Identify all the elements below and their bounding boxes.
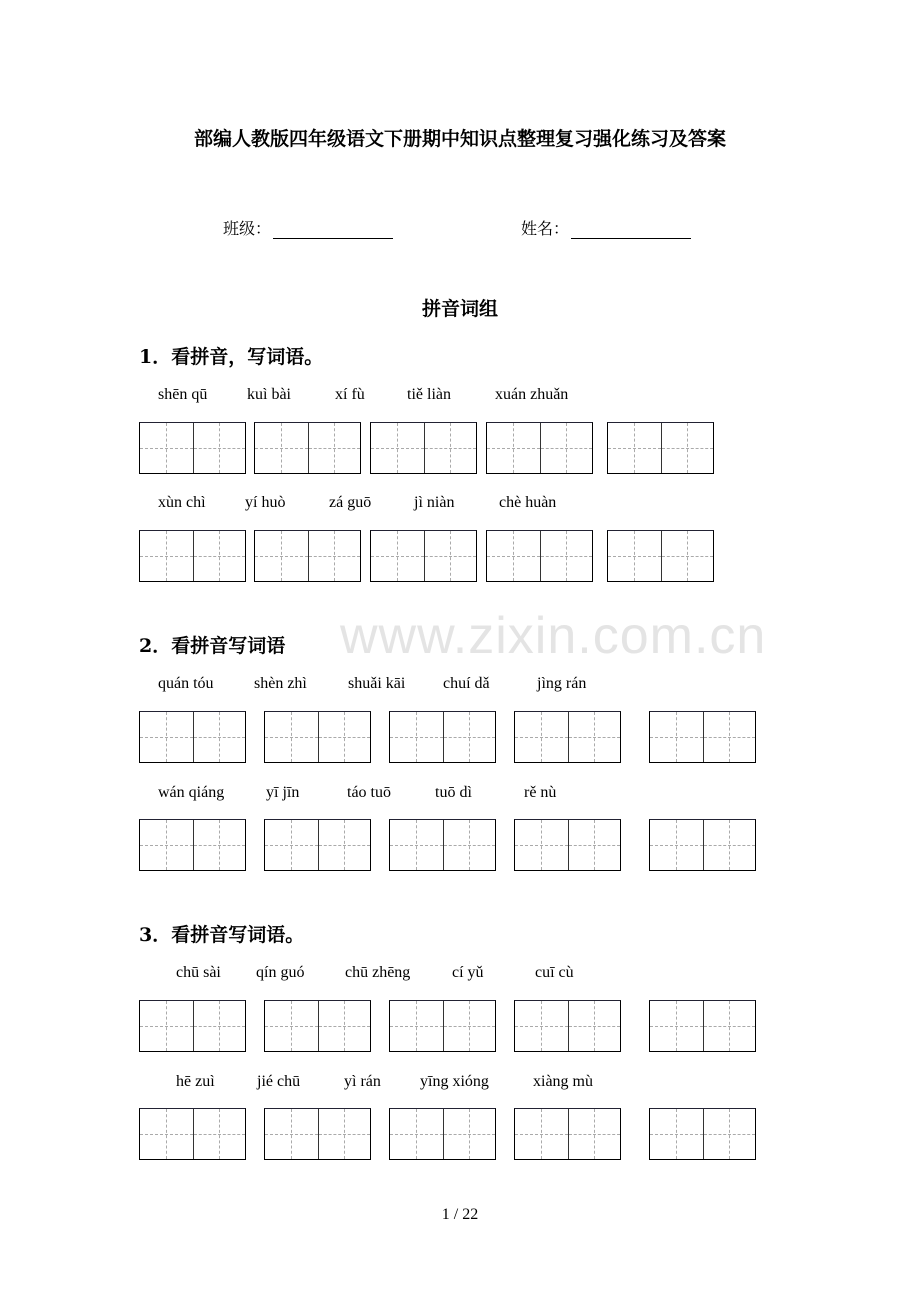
tianzige-cell <box>371 423 424 473</box>
tianzige-cell <box>487 531 540 581</box>
tianzige-cell <box>608 531 661 581</box>
guide-line <box>319 1026 371 1027</box>
pinyin-label: shēn qū <box>158 386 208 403</box>
guide-line <box>541 448 593 449</box>
guide-line <box>390 737 443 738</box>
class-blank <box>273 222 393 239</box>
tianzige-cell <box>193 531 246 581</box>
tianzige-cell <box>140 820 193 870</box>
guide-line <box>309 448 361 449</box>
character-writing-box[interactable] <box>264 819 371 871</box>
guide-line <box>608 448 661 449</box>
guide-line <box>371 448 424 449</box>
guide-line <box>140 845 193 846</box>
pinyin-label: xí fù <box>335 386 365 403</box>
class-field <box>223 216 393 239</box>
pinyin-label: cuī cù <box>535 964 574 981</box>
tianzige-cell <box>140 1109 193 1159</box>
pinyin-label: yī jīn <box>266 784 300 801</box>
tianzige-cell <box>308 423 361 473</box>
character-writing-box[interactable] <box>514 711 621 763</box>
character-writing-box[interactable] <box>254 422 361 474</box>
character-writing-box[interactable] <box>514 1108 621 1160</box>
character-writing-box[interactable] <box>389 1108 496 1160</box>
character-writing-box[interactable] <box>607 530 714 582</box>
guide-line <box>265 845 318 846</box>
tianzige-cell <box>703 1001 756 1051</box>
tianzige-cell <box>443 820 496 870</box>
tianzige-cell <box>650 712 703 762</box>
guide-line <box>140 448 193 449</box>
watermark: www.zixin.com.cn <box>340 607 767 665</box>
tianzige-cell <box>318 1109 371 1159</box>
pinyin-label: chū zhēng <box>345 964 411 981</box>
tianzige-cell <box>193 820 246 870</box>
tianzige-cell <box>318 1001 371 1051</box>
guide-line <box>265 1026 318 1027</box>
document-title: 部编人教版四年级语文下册期中知识点整理复习强化练习及答案 <box>193 128 726 150</box>
character-writing-box[interactable] <box>649 1108 756 1160</box>
guide-line <box>487 448 540 449</box>
character-writing-box[interactable] <box>514 819 621 871</box>
tianzige-cell <box>515 820 568 870</box>
name-field <box>521 216 691 239</box>
pinyin-label: tuō dì <box>435 784 472 801</box>
guide-line <box>425 556 477 557</box>
character-writing-box[interactable] <box>254 530 361 582</box>
pinyin-label: táo tuō <box>347 784 391 801</box>
tianzige-cell <box>193 423 246 473</box>
pinyin-label: yīng xióng <box>420 1073 489 1090</box>
guide-line <box>515 1134 568 1135</box>
guide-line <box>371 556 424 557</box>
guide-line <box>650 737 703 738</box>
guide-line <box>140 1134 193 1135</box>
guide-line <box>319 1134 371 1135</box>
pinyin-label: jié chū <box>257 1073 301 1090</box>
pinyin-label: quán tóu <box>158 675 214 692</box>
tianzige-cell <box>661 423 714 473</box>
character-writing-box[interactable] <box>264 1108 371 1160</box>
pinyin-label: hē zuì <box>176 1073 215 1090</box>
class-label: 班级： <box>223 219 272 238</box>
character-writing-box[interactable] <box>264 711 371 763</box>
tianzige-cell <box>703 1109 756 1159</box>
tianzige-cell <box>193 1109 246 1159</box>
tianzige-cell <box>390 820 443 870</box>
guide-line <box>569 1026 621 1027</box>
guide-line <box>140 737 193 738</box>
tianzige-cell <box>568 1001 621 1051</box>
tianzige-cell <box>193 712 246 762</box>
pinyin-label: xuán zhuǎn <box>495 386 569 403</box>
tianzige-cell <box>140 423 193 473</box>
tianzige-cell <box>140 1001 193 1051</box>
question-1-heading: 1．看拼音，写词语。 <box>139 346 324 368</box>
tianzige-cell <box>390 712 443 762</box>
tianzige-cell <box>424 423 477 473</box>
tianzige-cell <box>515 1001 568 1051</box>
character-writing-box[interactable] <box>139 530 246 582</box>
guide-line <box>569 845 621 846</box>
character-writing-box[interactable] <box>139 1000 246 1052</box>
guide-line <box>194 1134 246 1135</box>
pinyin-label: yí huò <box>245 494 286 511</box>
guide-line <box>255 556 308 557</box>
tianzige-cell <box>703 712 756 762</box>
tianzige-cell <box>390 1109 443 1159</box>
pinyin-label: chuí dǎ <box>443 675 490 692</box>
tianzige-cell <box>540 531 593 581</box>
tianzige-cell <box>318 712 371 762</box>
guide-line <box>390 1134 443 1135</box>
guide-line <box>444 1026 496 1027</box>
tianzige-cell <box>308 531 361 581</box>
guide-line <box>704 845 756 846</box>
page-number: 1 / 22 <box>441 1206 479 1223</box>
pinyin-label: wán qiáng <box>158 784 225 801</box>
tianzige-cell <box>661 531 714 581</box>
character-writing-box[interactable] <box>370 422 477 474</box>
guide-line <box>319 845 371 846</box>
tianzige-cell <box>568 1109 621 1159</box>
pinyin-label: zá guō <box>329 494 372 511</box>
tianzige-cell <box>424 531 477 581</box>
tianzige-cell <box>650 820 703 870</box>
guide-line <box>487 556 540 557</box>
pinyin-label: qín guó <box>256 964 305 981</box>
tianzige-cell <box>443 1001 496 1051</box>
guide-line <box>608 556 661 557</box>
guide-line <box>265 1134 318 1135</box>
character-writing-box[interactable] <box>389 1000 496 1052</box>
guide-line <box>390 1026 443 1027</box>
character-writing-box[interactable] <box>486 422 593 474</box>
tianzige-cell <box>318 820 371 870</box>
tianzige-cell <box>568 820 621 870</box>
name-blank <box>571 222 691 239</box>
tianzige-cell <box>371 531 424 581</box>
guide-line <box>319 737 371 738</box>
guide-line <box>704 1026 756 1027</box>
guide-line <box>515 737 568 738</box>
guide-line <box>444 845 496 846</box>
tianzige-cell <box>265 1109 318 1159</box>
character-writing-box[interactable] <box>389 711 496 763</box>
character-writing-box[interactable] <box>514 1000 621 1052</box>
guide-line <box>515 1026 568 1027</box>
guide-line <box>194 1026 246 1027</box>
question-2-heading: 2．看拼音写词语 <box>139 635 286 657</box>
pinyin-label: xùn chì <box>158 494 206 511</box>
tianzige-cell <box>443 712 496 762</box>
character-writing-box[interactable] <box>607 422 714 474</box>
pinyin-label: chū sài <box>176 964 221 981</box>
tianzige-cell <box>650 1109 703 1159</box>
tianzige-cell <box>515 712 568 762</box>
guide-line <box>444 737 496 738</box>
pinyin-label: jìng rán <box>537 675 587 692</box>
tianzige-cell <box>703 820 756 870</box>
character-writing-box[interactable] <box>649 711 756 763</box>
name-label: 姓名： <box>521 219 570 238</box>
guide-line <box>662 448 714 449</box>
character-writing-box[interactable] <box>649 1000 756 1052</box>
tianzige-cell <box>140 531 193 581</box>
guide-line <box>662 556 714 557</box>
pinyin-label: jì niàn <box>414 494 455 511</box>
guide-line <box>425 448 477 449</box>
guide-line <box>309 556 361 557</box>
guide-line <box>390 845 443 846</box>
tianzige-cell <box>443 1109 496 1159</box>
pinyin-label: xiàng mù <box>533 1073 593 1090</box>
guide-line <box>569 1134 621 1135</box>
character-writing-box[interactable] <box>370 530 477 582</box>
character-writing-box[interactable] <box>139 422 246 474</box>
tianzige-cell <box>193 1001 246 1051</box>
pinyin-label: cí yǔ <box>452 964 484 981</box>
tianzige-cell <box>140 712 193 762</box>
guide-line <box>650 1026 703 1027</box>
tianzige-cell <box>568 712 621 762</box>
section-title: 拼音词组 <box>421 298 498 320</box>
tianzige-cell <box>255 531 308 581</box>
pinyin-label: tiě liàn <box>407 386 451 403</box>
pinyin-label: rě nù <box>524 784 557 801</box>
character-writing-box[interactable] <box>139 711 246 763</box>
guide-line <box>140 556 193 557</box>
guide-line <box>255 448 308 449</box>
character-writing-box[interactable] <box>486 530 593 582</box>
character-writing-box[interactable] <box>389 819 496 871</box>
guide-line <box>194 448 246 449</box>
guide-line <box>650 845 703 846</box>
guide-line <box>541 556 593 557</box>
character-writing-box[interactable] <box>139 1108 246 1160</box>
character-writing-box[interactable] <box>264 1000 371 1052</box>
guide-line <box>515 845 568 846</box>
tianzige-cell <box>515 1109 568 1159</box>
tianzige-cell <box>540 423 593 473</box>
guide-line <box>194 737 246 738</box>
guide-line <box>704 737 756 738</box>
guide-line <box>444 1134 496 1135</box>
tianzige-cell <box>650 1001 703 1051</box>
guide-line <box>265 737 318 738</box>
tianzige-cell <box>265 820 318 870</box>
tianzige-cell <box>265 1001 318 1051</box>
tianzige-cell <box>608 423 661 473</box>
question-3-heading: 3．看拼音写词语。 <box>139 924 305 946</box>
tianzige-cell <box>265 712 318 762</box>
guide-line <box>194 556 246 557</box>
guide-line <box>140 1026 193 1027</box>
tianzige-cell <box>255 423 308 473</box>
pinyin-label: yì rán <box>344 1073 381 1090</box>
character-writing-box[interactable] <box>139 819 246 871</box>
guide-line <box>569 737 621 738</box>
tianzige-cell <box>487 423 540 473</box>
pinyin-label: chè huàn <box>499 494 557 511</box>
guide-line <box>650 1134 703 1135</box>
pinyin-label: shèn zhì <box>254 675 307 692</box>
pinyin-label: shuǎi kāi <box>348 675 406 692</box>
guide-line <box>194 845 246 846</box>
tianzige-cell <box>390 1001 443 1051</box>
pinyin-label: kuì bài <box>247 386 291 403</box>
character-writing-box[interactable] <box>649 819 756 871</box>
guide-line <box>704 1134 756 1135</box>
